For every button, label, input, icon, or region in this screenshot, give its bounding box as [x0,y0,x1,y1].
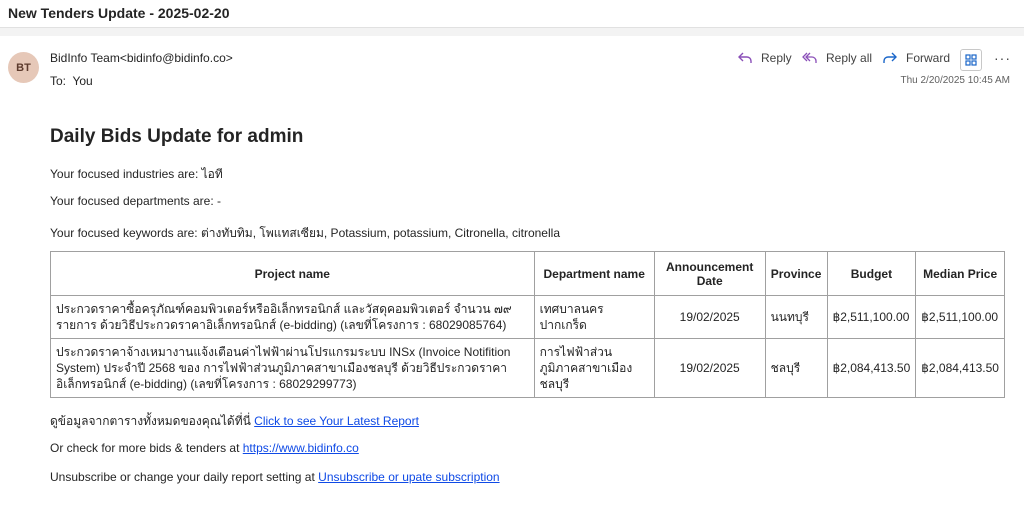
unsubscribe-line [50,470,500,484]
more-options-button[interactable] [994,50,1011,66]
grid-icon [965,54,977,66]
project-cell: ประกวดราคาซื้อครุภัณฑ์คอมพิวเตอร์หรืออิเล็กทรอนิกส์ และวัสดุคอมพิวเตอร์ จำนวน ๗๙ รายการ ด้วยวิธีประกวดราคาอิเล็กทรอนิกส์ (e-bidding) (เลขที่โครงการ : 68029085764) [51,296,535,339]
forward-button[interactable] [882,51,950,65]
window-titlebar [0,0,1024,28]
window-title: New Tenders Update - 2025-02-20 [8,5,230,21]
reply-all-button[interactable] [802,51,872,65]
forward-label: Forward [906,51,951,65]
date-cell: 19/02/2025 [654,339,765,398]
table-row [51,339,1005,398]
reply-all-label: Reply all [826,51,873,65]
departments-text: Your focused departments are: - [50,194,221,208]
province-cell: ชลบุรี [765,339,827,398]
median-cell: ฿2,511,100.00 [916,296,1005,339]
to-label: To: [50,74,67,88]
website-link[interactable]: https://www.bidinfo.co [242,441,359,455]
message-body [50,124,1005,484]
industries-text: Your focused industries are: ไอที [50,167,223,181]
column-header: Project name [51,252,535,296]
department-cell: เทศบาลนครปากเกร็ด [534,296,654,339]
province-cell: นนทบุรี [765,296,827,339]
report-line [50,412,419,431]
reply-icon [737,51,753,65]
reply-all-icon [802,51,818,65]
header-separator [0,28,1024,36]
to-value[interactable]: You [72,74,93,88]
check-line [50,441,359,455]
recipient-line [50,74,93,88]
column-header: Median Price [916,252,1005,296]
table-row [51,296,1005,339]
avatar[interactable]: BT [8,52,39,83]
column-header: Province [765,252,827,296]
keywords-text: Your focused keywords are: ต่างทับทิม, โพแทสเซียม, Potassium, potassium, Citronella, citronella [50,226,560,240]
unsubscribe-prefix: Unsubscribe or change your daily report setting at [50,470,319,484]
view-options-button[interactable] [960,49,982,71]
column-header: Announcement Date [654,252,765,296]
date-cell: 19/02/2025 [654,296,765,339]
budget-cell: ฿2,084,413.50 [827,339,916,398]
message-date: Thu 2/20/2025 10:45 AM [900,75,1010,86]
reply-label: Reply [761,51,792,65]
bids-table [50,251,1005,398]
forward-icon [882,51,898,65]
column-header: Budget [827,252,916,296]
median-cell: ฿2,084,413.50 [916,339,1005,398]
report-link[interactable]: Click to see Your Latest Report [254,414,419,428]
sender[interactable]: BidInfo Team<bidinfo@bidinfo.co> [50,51,233,65]
report-prefix: ดูข้อมูลจากตารางทั้งหมดของคุณได้ที่นี่ [50,414,255,428]
budget-cell: ฿2,511,100.00 [827,296,916,339]
column-header: Department name [534,252,654,296]
table-header-row [51,252,1005,296]
unsubscribe-link[interactable]: Unsubscribe or upate subscription [318,470,500,484]
more-icon: ··· [994,50,1011,66]
project-cell: ประกวดราคาจ้างเหมางานแจ้งเตือนค่าไฟฟ้าผ่านโปรแกรมระบบ INSx (Invoice Notifition System) ประจำปี 2568 ของ การไฟฟ้าส่วนภูมิภาคสาขาเมืองชลบุรี ด้วยวิธีประกวดราคาอิเล็กทรอนิกส์ (e-bidding) (เลขที่โครงการ : 68029299773) [51,339,535,398]
page-title: Daily Bids Update for admin [50,126,304,147]
reply-button[interactable] [737,51,792,65]
check-prefix: Or check for more bids & tenders at [50,441,243,455]
department-cell: การไฟฟ้าส่วนภูมิภาคสาขาเมืองชลบุรี [534,339,654,398]
